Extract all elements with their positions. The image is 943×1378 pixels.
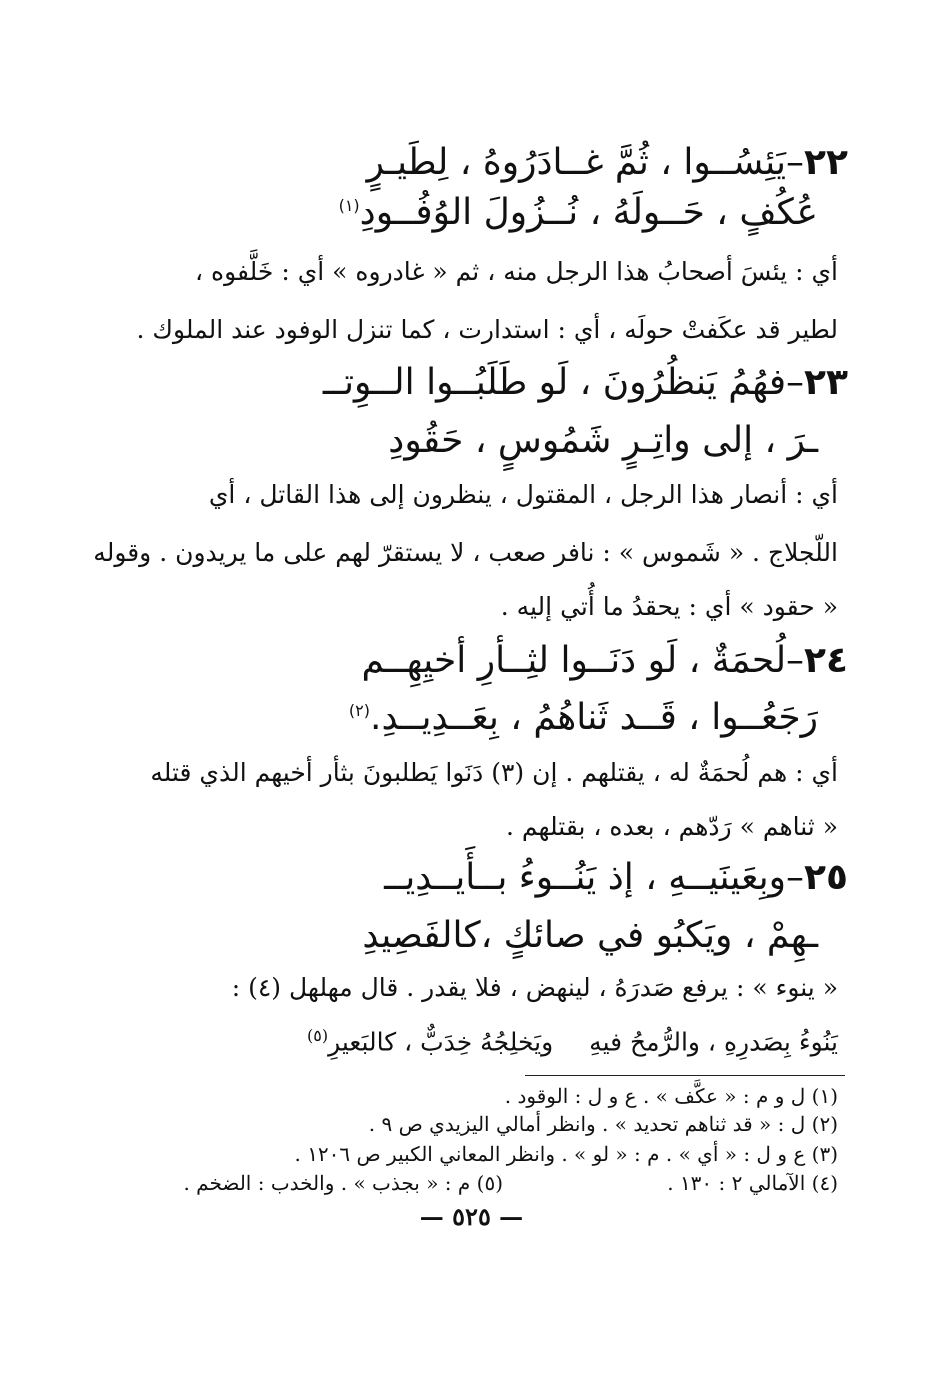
verse-text: عُكُفٍ ، حَــولَهُ ، نُــزُولَ الوُفُــودِ	[359, 192, 818, 233]
commentary-line: اللّجلاج . « شَموس » : نافر صعب ، لا يستقرّ لهم على ما يريدون . وقوله	[93, 538, 838, 567]
commentary-line: « ينوء » : يرفع صَدرَهُ ، لينهض ، فلا يقدر . قال مهلهل (٤) :	[231, 973, 838, 1002]
verse-text: ـهِمْ ، ويَكبُو في صائكٍ ،كالفَصِيدِ	[362, 915, 818, 956]
footnote-marker: (٢)	[348, 701, 371, 720]
verse-25-line-1	[384, 857, 848, 898]
quoted-verse	[307, 1026, 838, 1056]
quote-hemistich-2: ويَخلِجُهُ خِدَبٌّ ، كالبَعيرِ	[328, 1027, 554, 1057]
verse-24-line-2	[349, 697, 818, 738]
footnote-4: (٤) الآمالي ٢ : ١٣٠ .	[667, 1171, 838, 1195]
footnote-5: (٥) م : « بجذب » . والخدب : الضخم .	[183, 1171, 503, 1195]
commentary-line: أي : أنصار هذا الرجل ، المقتول ، ينظرون إلى هذا القاتل ، أي	[208, 480, 838, 509]
verse-number: ٢٥	[804, 857, 848, 898]
verse-text: –لُحمَةٌ ، لَو دَنَــوا لثِــأرِ أخيِهِــم	[361, 640, 805, 681]
verse-25-line-2	[362, 915, 818, 956]
verse-text: –وبِعَينَيــهِ ، إذ يَنُــوءُ بــأَيــدِيــ	[384, 857, 805, 898]
footnote-divider	[525, 1075, 845, 1076]
commentary-line: لطير قد عكَفتْ حولَه ، أي : استدارت ، كما تنزل الوفود عند الملوك .	[136, 315, 838, 344]
verse-number: ٢٣	[804, 362, 848, 403]
verse-text: –يَئِسُــوا ، ثُمَّ غــادَرُوهُ ، لِطَيـرٍ	[366, 142, 805, 183]
verse-text: ـرَ ، إلى واتِـرٍ شَمُوسٍ ، حَقُودِ	[388, 420, 818, 461]
verse-22-line-1	[367, 142, 848, 183]
commentary-line: أي : يئسَ أصحابُ هذا الرجل منه ، ثم « غادروه » أي : خَلَّفوه ،	[194, 257, 838, 286]
commentary-line: أي : هم لُحمَةٌ له ، يقتلهم . إن (٣) دَنَوا يَطلبونَ بثأر أخيهم الذي قتله	[150, 758, 838, 787]
verse-24-line-1	[362, 640, 848, 681]
verse-number: ٢٢	[804, 142, 848, 183]
verse-22-line-2	[339, 192, 818, 233]
verse-text: –فهُمُ يَنظُرُونَ ، لَو طَلَبُــوا الــوِتــ	[322, 362, 805, 403]
footnote-3: (٣) ع و ل : « أي » . م : « لو » . وانظر المعاني الكبير ص ١٢٠٦ .	[294, 1142, 838, 1166]
footnote-marker: (١)	[338, 196, 360, 215]
commentary-line: « ثناهم » رَدّهم ، بعده ، بقتلهم .	[505, 812, 838, 841]
quote-hemistich-1: يَنُوءُ بِصَدرِهِ ، والرُّمحُ فيهِ	[589, 1027, 838, 1057]
footnote-marker: (٥)	[306, 1026, 329, 1045]
verse-number: ٢٤	[804, 640, 848, 681]
verse-text: رَجَعُــوا ، قَــد ثَناهُمُ ، بِعَــدِيــدِ.	[370, 697, 818, 738]
page-number: — ٥٢٥ —	[419, 1202, 524, 1231]
footnote-2: (٢) ل : « قد ثناهم تحديد » . وانظر أمالي اليزيدي ص ٩ .	[368, 1112, 838, 1136]
commentary-line: « حقود » أي : يحقدُ ما أُتي إليه .	[500, 592, 838, 621]
footnote-1: (١) ل و م : « عكَّف » . ع و ل : الوقود .	[504, 1084, 838, 1108]
verse-23-line-1	[323, 362, 848, 403]
verse-23-line-2	[388, 420, 818, 461]
